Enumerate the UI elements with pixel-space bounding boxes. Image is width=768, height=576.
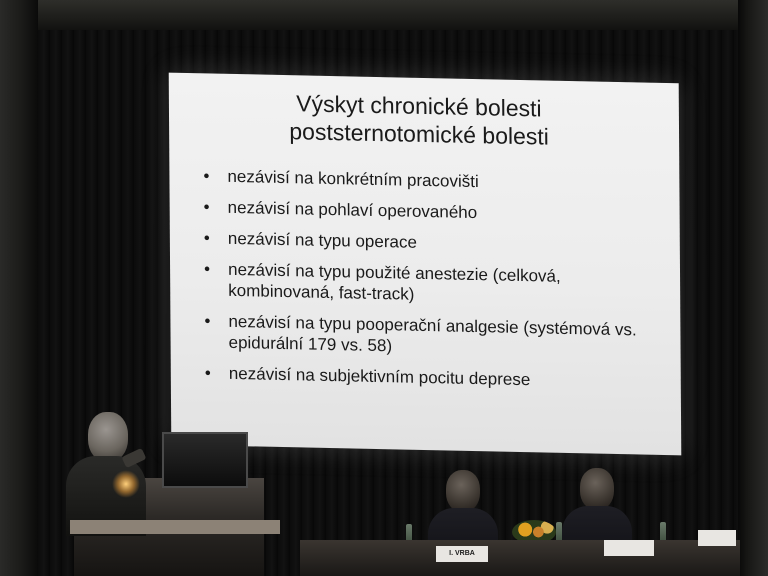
slide-bullet: • nezávisí na pohlaví operovaného [204,196,664,227]
nameplate [604,540,654,556]
projection-screen [169,73,682,456]
panelist-head [446,470,480,512]
slide-bullet: • nezávisí na subjektivním pocitu deprese [205,362,665,393]
slide-title-line-2: poststernotomické bolesti [289,118,549,150]
slide-bullet-list [203,165,665,403]
slide-title [229,88,609,152]
slide-bullet: • nezávisí na konkrétním pracovišti [203,165,663,196]
lectern-top [70,520,280,534]
nameplate: I. VRBA [436,546,488,562]
panel-table [300,540,740,576]
slide-title-line-1: Výskyt chronické bolesti [296,90,542,122]
laptop [162,432,248,488]
slide-bullet: • nezávisí na typu použité anestezie (celková, kombinovaná, fast-track) [204,258,664,310]
slide-bullet: • nezávisí na typu operace [204,227,664,258]
slide-bullet: • nezávisí na typu pooperační analgesie (systémová vs. epidurální 179 vs. 58) [204,310,664,362]
speaker [66,410,146,530]
right-pillar [738,0,768,576]
lectern-lamp [112,470,140,498]
speaker-head [88,412,128,462]
left-pillar [0,0,38,576]
nameplate [698,530,736,546]
panelist-head [580,468,614,510]
ceiling [38,0,738,30]
